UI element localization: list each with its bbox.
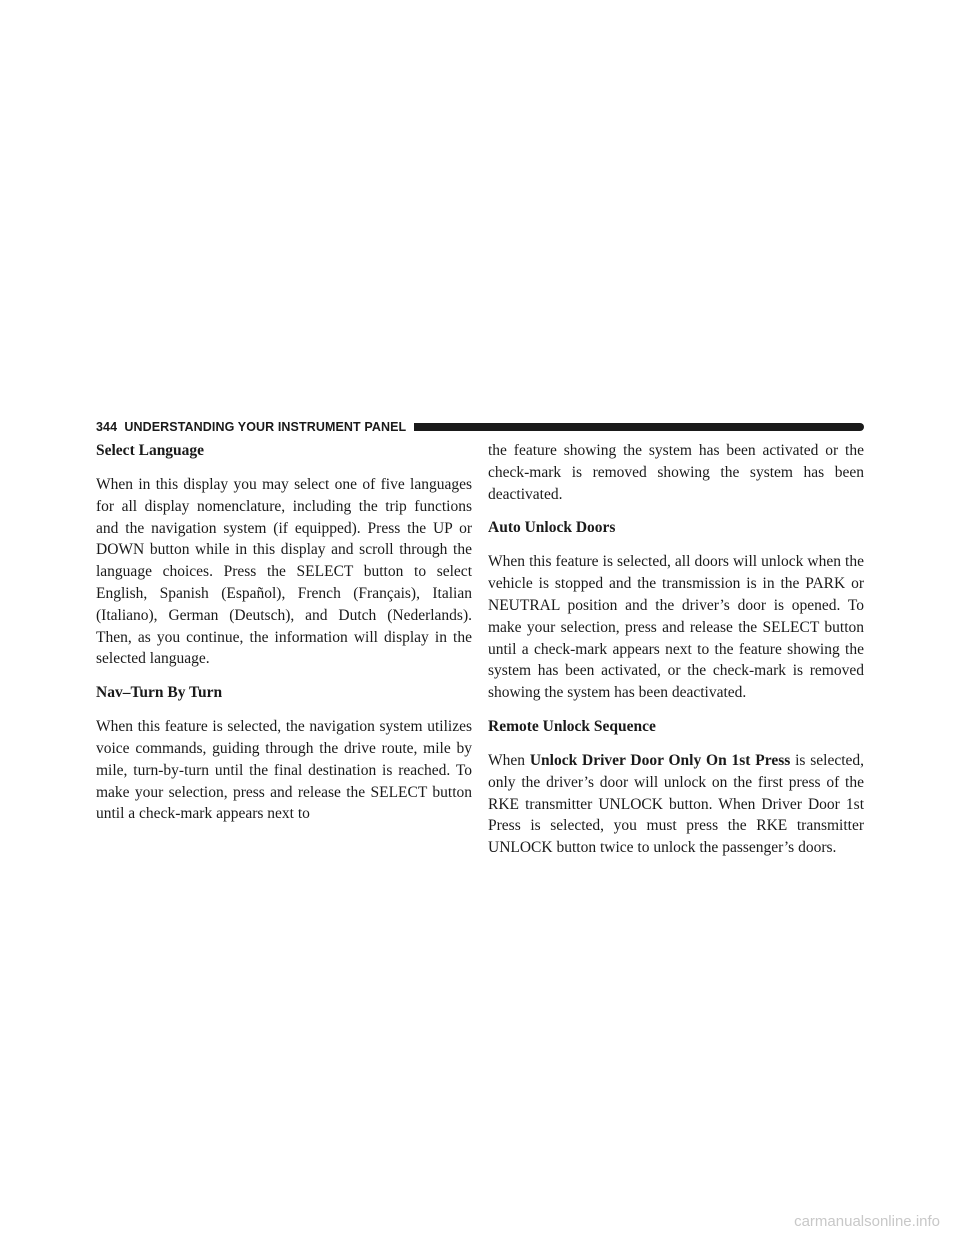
nav-continuation-body: the feature showing the system has been activated or the check-mark is removed showing the system has been deactivated. (488, 442, 864, 503)
remote-unlock-sequence-heading: Remote Unlock Sequence (488, 717, 656, 735)
nav-turn-by-turn-body: When this feature is selected, the navigation system utilizes voice commands, guiding through the drive route, mile by mile, turn-by-turn until the final destination is reached. To make your selection, press and release the SELECT button until a check-mark appears next to (96, 718, 472, 823)
select-language-heading: Select Language (96, 442, 205, 459)
auto-unlock-doors-heading: Auto Unlock Doors (488, 519, 616, 537)
remote-unlock-sequence-body (488, 750, 864, 859)
left-column (96, 440, 472, 837)
remote-unlock-option-name: Unlock Driver Door Only On 1st Press (529, 751, 791, 769)
watermark-text: carmanualsonline.info (794, 1213, 940, 1230)
page-header-text (96, 420, 414, 434)
section-title: UNDERSTANDING YOUR INSTRUMENT PANEL (124, 420, 407, 434)
remote-unlock-suffix: is selected, only the driver’s door will unlock on the first press of the RKE transmitter UNLOCK button. When Driver Door 1st Press is selected, you must press the RKE transmitter UNLOCK button twice to unlock the passenger’s doors. (488, 751, 865, 857)
remote-unlock-prefix: When (488, 751, 526, 769)
page-header (96, 420, 864, 434)
select-language-body: When in this display you may select one of five languages for all display nomenclature, including the trip functions and the navigation system (if equipped). Press the UP or DOWN button while in this display and scroll through the language choices. Press the SELECT button to select English, Spanish (Español), French (Français), Italian (Italiano), German (Deutsch), and Dutch (Nederlands). Then, as you continue, the information will display in the selected language. (96, 476, 472, 668)
right-column (488, 440, 864, 871)
header-rule (414, 423, 864, 431)
nav-turn-by-turn-heading: Nav–Turn By Turn (96, 684, 223, 702)
auto-unlock-doors-body: When this feature is selected, all doors will unlock when the vehicle is stopped and the transmission is in the PARK or NEUTRAL position and the driver’s door is opened. To make your selection, press and release the SELECT button until a check-mark appears next to the feature showing the system has been activated, or the check-mark is removed showing the system has been deactivated. (488, 553, 864, 702)
page-number: 344 (96, 420, 118, 434)
